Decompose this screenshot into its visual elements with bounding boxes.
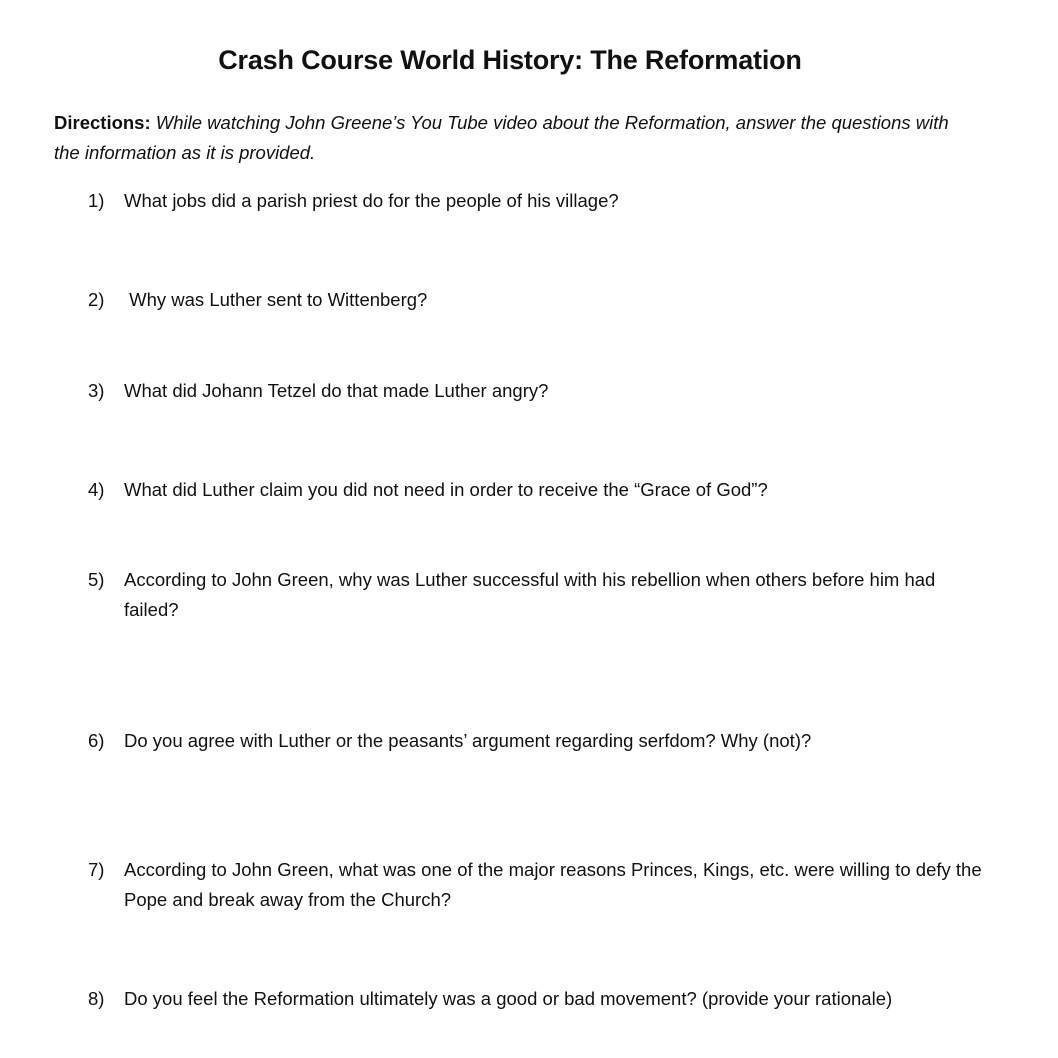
- question-8: [88, 984, 988, 1014]
- question-number: 3): [88, 380, 105, 401]
- directions: [54, 108, 974, 168]
- question-text: According to John Green, why was Luther successful with his rebellion when others before him had failed?: [124, 569, 936, 620]
- question-number: 4): [88, 479, 105, 500]
- directions-text: While watching John Greene’s You Tube video about the Reformation, answer the questions with the information as it is provided.: [54, 112, 949, 163]
- question-number: 2): [88, 289, 105, 310]
- question-text: What jobs did a parish priest do for the people of his village?: [124, 190, 619, 211]
- question-text: What did Luther claim you did not need in order to receive the “Grace of God”?: [124, 479, 768, 500]
- question-text: According to John Green, what was one of the major reasons Princes, Kings, etc. were willing to defy the Pope and break away from the Church?: [124, 859, 982, 910]
- question-7: [88, 855, 988, 915]
- question-text: Do you feel the Reformation ultimately was a good or bad movement? (provide your rationale): [124, 988, 893, 1009]
- question-text: Do you agree with Luther or the peasants’ argument regarding serfdom? Why (not)?: [124, 730, 812, 751]
- question-1: [88, 186, 988, 216]
- question-2: [88, 285, 988, 315]
- question-5: [88, 565, 988, 625]
- directions-label: Directions:: [54, 112, 151, 133]
- question-number: 6): [88, 730, 105, 751]
- question-number: 8): [88, 988, 105, 1009]
- question-number: 5): [88, 569, 105, 590]
- question-number: 1): [88, 190, 105, 211]
- question-6: [88, 726, 988, 756]
- question-3: [88, 376, 988, 406]
- question-number: 7): [88, 859, 105, 880]
- page-title: Crash Course World History: The Reformation: [218, 45, 802, 75]
- question-text: Why was Luther sent to Wittenberg?: [124, 289, 428, 310]
- question-4: [88, 475, 988, 505]
- question-text: What did Johann Tetzel do that made Luther angry?: [124, 380, 549, 401]
